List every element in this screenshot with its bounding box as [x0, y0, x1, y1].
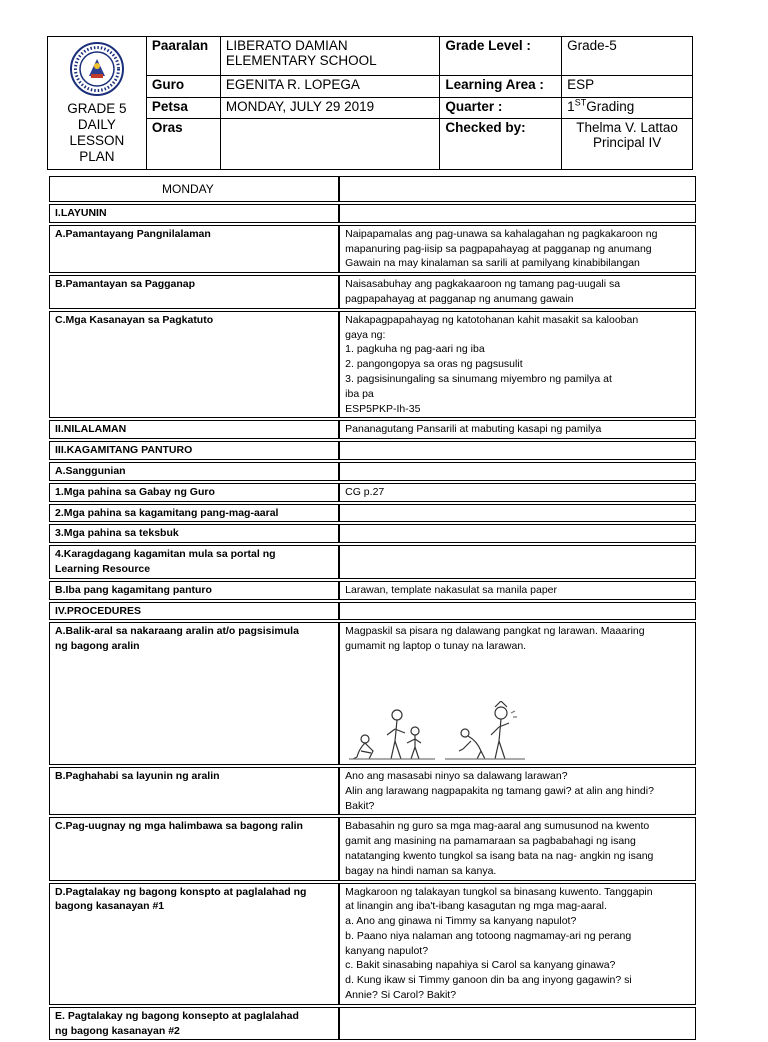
lesson-label-line: C.Pag-uugnay ng mga halimbawa sa bagong ralin	[55, 820, 303, 833]
date-value: MONDAY, JULY 29 2019	[220, 97, 440, 118]
lesson-content-line: Magpaskil sa pisara ng dalawang pangkat ng larawan. Maaaring	[345, 625, 645, 638]
lesson-row-content	[339, 622, 696, 765]
day-row	[49, 176, 696, 202]
lesson-row-content	[339, 225, 696, 273]
lesson-label-line: A.Balik-aral sa nakaraang aralin at/o pagsisimula	[55, 625, 299, 638]
lesson-content-line: ESP5PKP-Ih-35	[345, 402, 421, 415]
lesson-row-content	[339, 504, 696, 523]
lesson-row-label	[49, 602, 339, 621]
school-value-line: LIBERATO DAMIAN	[225, 38, 348, 53]
children-illustration-icon	[345, 701, 685, 763]
lesson-content-line: Babasahin ng guro sa mga mag-aaral ang sumusunod na kwento	[345, 820, 650, 833]
lesson-content-line: a. Ano ang ginawa ni Timmy sa kanyang napulot?	[345, 915, 577, 928]
lesson-row-content	[339, 441, 696, 460]
quarter-value	[562, 97, 693, 118]
lesson-row	[49, 462, 696, 481]
school-value-line: ELEMENTARY SCHOOL	[225, 53, 377, 68]
quarter-label: Quarter :	[440, 97, 562, 118]
school-value	[220, 37, 440, 76]
lesson-label-line: 2.Mga pahina sa kagamitang pang-mag-aaral	[55, 506, 279, 519]
checked-by-label: Checked by:	[440, 118, 562, 169]
lesson-label-line: B.Pamantayan sa Pagganap	[55, 278, 196, 291]
checked-by-value	[562, 118, 693, 169]
school-label: Paaralan	[146, 37, 220, 76]
lesson-row-label	[49, 483, 339, 502]
lesson-label-line: I.LAYUNIN	[55, 207, 107, 219]
deped-seal-icon	[69, 41, 125, 97]
lesson-label-line: 4.Karagdagang kagamitan mula sa portal ng	[55, 548, 276, 561]
lesson-label-line: B.Paghahabi sa layunin ng aralin	[55, 769, 220, 782]
lesson-row-content	[339, 817, 696, 880]
lesson-row	[49, 204, 696, 223]
lesson-content-line: natatanging kwento tungkol sa isang bata na nag- angkin ng isang	[345, 849, 654, 862]
lesson-row-label	[49, 225, 339, 273]
lesson-table	[49, 174, 696, 1042]
lesson-row-label	[49, 767, 339, 815]
lesson-label-line: E. Pagtalakay ng bagong konsepto at paglalahad	[55, 1009, 299, 1022]
lesson-row	[49, 767, 696, 815]
lesson-label-line: 1.Mga pahina sa Gabay ng Guro	[55, 485, 215, 498]
lesson-label-line: B.Iba pang kagamitang panturo	[55, 583, 212, 596]
lesson-row-content	[339, 462, 696, 481]
lesson-content-line: Annie? Si Carol? Bakit?	[345, 989, 457, 1002]
lesson-label-line: ng bagong aralin	[55, 640, 140, 653]
grade-level-value: Grade-5	[562, 37, 693, 76]
date-label: Petsa	[146, 97, 220, 118]
lesson-content-line: Ano ang masasabi ninyo sa dalawang larawan?	[345, 769, 568, 782]
lesson-content-line: b. Paano niya nalaman ang totoong nagmamay-ari ng perang	[345, 929, 632, 942]
lesson-label-line: D.Pagtalakay ng bagong konspto at paglalahad ng	[55, 885, 307, 898]
lesson-row	[49, 483, 696, 502]
lesson-row	[49, 581, 696, 600]
quarter-ordinal: ST	[574, 97, 587, 108]
time-label: Oras	[146, 118, 220, 169]
lesson-row	[49, 420, 696, 439]
lesson-row-label	[49, 545, 339, 579]
lesson-row-content	[339, 545, 696, 579]
day-content	[339, 176, 696, 202]
lesson-row	[49, 602, 696, 621]
lesson-content-line: at linangin ang iba't-ibang kasagutan ng mga mag-aaral.	[345, 900, 607, 913]
lesson-row-label	[49, 581, 339, 600]
lesson-row-label	[49, 275, 339, 309]
lesson-content-line: Alin ang larawang nagpapakita ng tamang gawi? at alin ang hindi?	[345, 784, 654, 797]
lesson-row-content	[339, 420, 696, 439]
time-value	[220, 118, 440, 169]
lesson-row	[49, 883, 696, 1005]
lesson-row-label	[49, 524, 339, 543]
lesson-row-label	[49, 462, 339, 481]
lesson-content-line: Magkaroon ng talakayan tungkol sa binasang kuwento. Tanggapin	[345, 885, 653, 898]
lesson-row-label	[49, 504, 339, 523]
lesson-label-line: A.Sanggunian	[55, 464, 126, 477]
lesson-row-content	[339, 883, 696, 1005]
lesson-row	[49, 275, 696, 309]
day-label: MONDAY	[49, 176, 339, 202]
learning-area-value: ESP	[562, 76, 693, 97]
lesson-label-line: bagong kasanayan #1	[55, 900, 165, 913]
lesson-content-line: Nakapagpapahayag ng katotohanan kahit masakit sa kalooban	[345, 313, 639, 326]
lesson-content-line: gaya ng:	[345, 328, 386, 341]
lesson-content-line: gamit ang masining na pamamaraan sa pagbabahagi ng isang	[345, 835, 636, 848]
lesson-content-line: CG p.27	[345, 485, 385, 498]
lesson-row-label	[49, 311, 339, 419]
lesson-row-label	[49, 883, 339, 1005]
lesson-row	[49, 817, 696, 880]
logo-caption-line: PLAN	[79, 149, 115, 164]
lesson-row-content	[339, 275, 696, 309]
quarter-suffix: Grading	[586, 98, 635, 114]
lesson-content-line: iba pa	[345, 387, 374, 400]
lesson-content-line: Naipapamalas ang pag-unawa sa kahalagahan ng pagkakaroon ng	[345, 227, 658, 240]
learning-area-label: Learning Area :	[440, 76, 562, 97]
logo-caption-line: GRADE 5	[67, 101, 127, 116]
lesson-row-content	[339, 204, 696, 223]
lesson-content-line: Gawain na may kinalaman sa sarili at pamilyang kinabibilangan	[345, 257, 640, 270]
lesson-label-line: C.Mga Kasanayan sa Pagkatuto	[55, 313, 214, 326]
lesson-row-content	[339, 767, 696, 815]
lesson-row-content	[339, 602, 696, 621]
lesson-row-content	[339, 581, 696, 600]
lesson-row-content	[339, 311, 696, 419]
teacher-value: EGENITA R. LOPEGA	[220, 76, 440, 97]
lesson-label-line: II.NILALAMAN	[55, 423, 127, 436]
lesson-content-line: Larawan, template nakasulat sa manila paper	[345, 583, 558, 596]
lesson-content-line: Bakit?	[345, 799, 375, 812]
teacher-label: Guro	[146, 76, 220, 97]
lesson-content-line: Pananagutang Pansarili at mabuting kasapi ng pamilya	[345, 423, 602, 436]
lesson-content-line: 3. pagsisinungaling sa sinumang miyembro ng pamilya at	[345, 372, 612, 385]
lesson-row-label	[49, 204, 339, 223]
lesson-content-line: d. Kung ikaw si Timmy ganoon din ba ang inyong gagawin? si	[345, 974, 632, 987]
lesson-row-label	[49, 622, 339, 765]
lesson-row-label	[49, 817, 339, 880]
lesson-row	[49, 524, 696, 543]
lesson-label-line: IV.PROCEDURES	[55, 604, 141, 617]
logo-caption-line: LESSON	[69, 133, 125, 148]
lesson-row	[49, 504, 696, 523]
lesson-label-line: ng bagong kasanayan #2	[55, 1024, 180, 1037]
lesson-row	[49, 622, 696, 765]
lesson-content-line: Naisasabuhay ang pagkakaaroon ng tamang pag-uugali sa	[345, 278, 621, 291]
lesson-label-line: 3.Mga pahina sa teksbuk	[55, 527, 179, 540]
checker-name: Thelma V. Lattao	[576, 119, 678, 135]
header-table	[47, 36, 693, 170]
lesson-rows	[49, 204, 696, 1040]
lesson-row	[49, 225, 696, 273]
quarter-number: 1	[567, 98, 575, 114]
grade-level-label: Grade Level :	[440, 37, 562, 76]
logo-cell	[48, 37, 147, 170]
checker-position: Principal IV	[592, 134, 662, 150]
lesson-row-content	[339, 483, 696, 502]
lesson-label-line: A.Pamantayang Pangnilalaman	[55, 227, 211, 240]
lesson-content-line: bagay na hindi naman sa kanya.	[345, 864, 497, 877]
lesson-content-line: mapanuring pag-iisip sa pagpapahayag at pagganap ng anumang	[345, 242, 652, 255]
lesson-content-line: gumamit ng laptop o tunay na larawan.	[345, 640, 527, 653]
lesson-content-line: c. Bakit sinasabing napahiya si Carol sa kanyang ginawa?	[345, 959, 616, 972]
lesson-row	[49, 441, 696, 460]
lesson-row	[49, 545, 696, 579]
lesson-row	[49, 311, 696, 419]
lesson-content-line: kanyang napulot?	[345, 944, 429, 957]
lesson-row-content	[339, 524, 696, 543]
lesson-label-line: Learning Resource	[55, 562, 151, 575]
lesson-label-line: III.KAGAMITANG PANTURO	[55, 444, 193, 457]
lesson-content-line: 1. pagkuha ng pag-aari ng iba	[345, 343, 485, 356]
logo-caption-line: DAILY	[77, 117, 116, 132]
lesson-content-line: pagpapahayag at pagganap ng anumang gawain	[345, 292, 574, 305]
lesson-content-line: 2. pangongopya sa oras ng pagsusulit	[345, 358, 523, 371]
lesson-row-label	[49, 420, 339, 439]
lesson-row-label	[49, 441, 339, 460]
